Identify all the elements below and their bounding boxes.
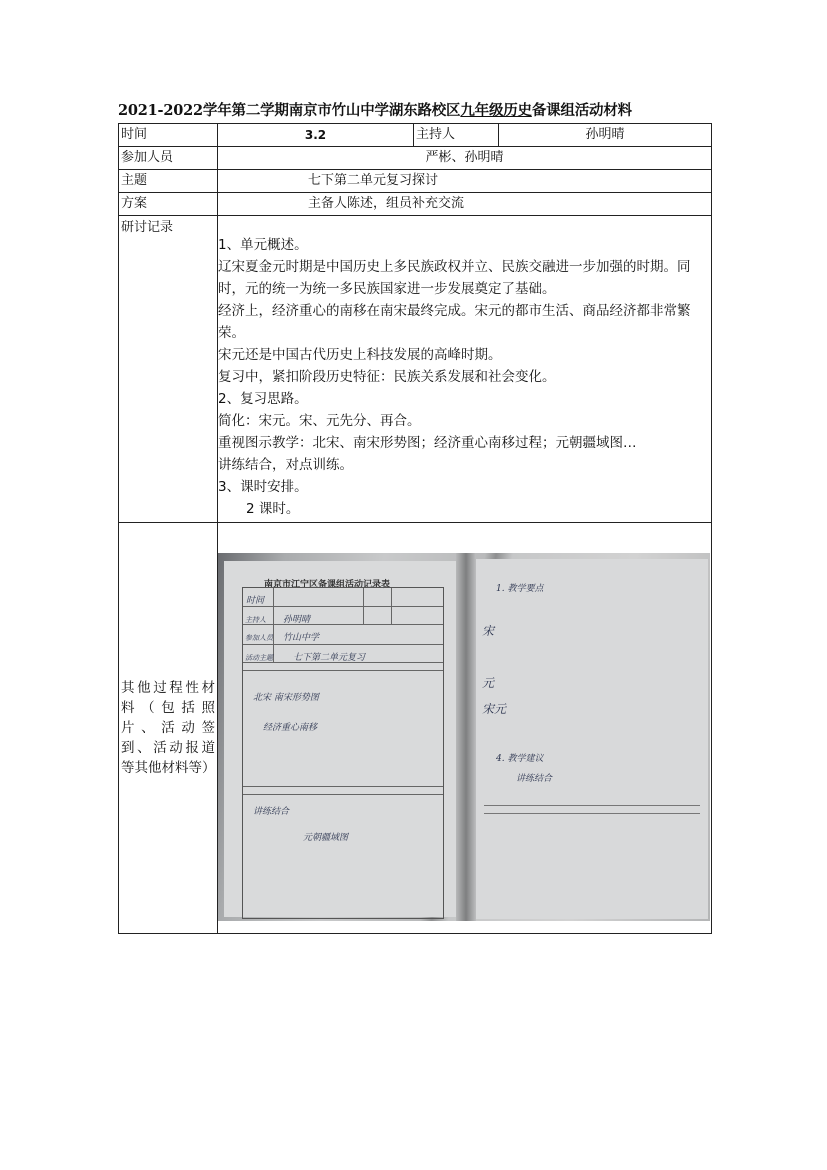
photo-left-page	[224, 561, 456, 917]
participants-value: 严彬、孙明晴	[218, 147, 712, 170]
scribble: 竹山中学	[283, 633, 320, 643]
record-label: 研讨记录	[119, 216, 218, 523]
row-plan	[119, 193, 712, 216]
scribble: 宋	[482, 624, 495, 638]
scribble: 元	[482, 676, 495, 690]
photo-form-title: 南京市江宁区备课组活动记录表	[264, 580, 391, 590]
plan-label: 方案	[119, 193, 218, 216]
scribble: 4. 教学建议	[496, 754, 544, 764]
scribble: 经济重心南移	[263, 723, 318, 733]
scribble: 七下第二单元复习	[293, 653, 366, 663]
activity-photo	[218, 553, 710, 921]
scribble: 主持人	[245, 616, 266, 624]
record-line: 2 课时。	[246, 501, 300, 517]
scribble: 北宋 南宋形势图	[253, 693, 319, 703]
record-line: 辽宋夏金元时期是中国历史上多民族政权并立、民族交融进一步加强的时期。同时，元的统一为统一多民族国家进一步发展奠定了基础。	[218, 259, 691, 297]
record-line: 经济上，经济重心的南移在南宋最终完成。宋元的都市生活、商品经济都非常繁荣。	[218, 303, 691, 341]
record-content	[218, 216, 712, 523]
topic-text: 七下第二单元复习探讨	[308, 173, 439, 188]
row-record	[119, 216, 712, 523]
scribble: 时间	[246, 596, 265, 606]
scribble: 活动主题	[245, 654, 273, 662]
row-topic	[119, 170, 712, 193]
row-other-materials	[119, 523, 712, 934]
host-value: 孙明晴	[499, 124, 712, 147]
scribble: 元朝疆域图	[303, 833, 349, 843]
photo-cell	[218, 523, 712, 934]
record-line: 3、课时安排。	[218, 479, 308, 495]
record-line: 讲练结合，对点训练。	[218, 457, 353, 473]
time-value: 3.2	[218, 124, 414, 147]
record-line: 简化：宋元。宋、元先分、再合。	[218, 413, 421, 429]
plan-value	[218, 193, 712, 216]
title-underlined: 九年级历史	[460, 102, 532, 119]
scribble: 1. 教学要点	[496, 584, 544, 594]
scribble: 宋元	[482, 702, 507, 716]
title-suffix: 备课组活动材料	[531, 102, 632, 119]
host-label: 主持人	[414, 124, 499, 147]
record-line: 1、单元概述。	[218, 237, 308, 253]
other-label: 其他过程性材料（包括照片、活动签到、活动报道等其他材料等）	[119, 523, 218, 934]
scribble: 讲练结合	[516, 774, 553, 784]
scribble: 孙明晴	[283, 615, 311, 625]
topic-value	[218, 170, 712, 193]
photo-right-page	[476, 559, 708, 919]
topic-label: 主题	[119, 170, 218, 193]
row-participants	[119, 147, 712, 170]
record-line: 2、复习思路。	[218, 391, 308, 407]
photo-form-grid	[242, 587, 444, 919]
photo-book-gutter	[456, 553, 476, 921]
record-line: 宋元还是中国古代历史上科技发展的高峰时期。	[218, 347, 502, 363]
record-line: 重视图示教学：北宋、南宋形势图；经济重心南移过程；元朝疆域图…	[218, 435, 637, 451]
document-title	[118, 100, 711, 122]
activity-table	[118, 123, 712, 934]
participants-label: 参加人员	[119, 147, 218, 170]
scribble: 讲练结合	[253, 807, 290, 817]
title-prefix: 2021-2022学年第二学期南京市竹山中学湖东路校区	[118, 102, 461, 119]
record-line: 复习中，紧扣阶段历史特征：民族关系发展和社会变化。	[218, 369, 556, 385]
row-time	[119, 124, 712, 147]
time-label: 时间	[119, 124, 218, 147]
scribble: 参加人员	[245, 634, 273, 642]
plan-text: 主备人陈述，组员补充交流	[308, 196, 465, 211]
